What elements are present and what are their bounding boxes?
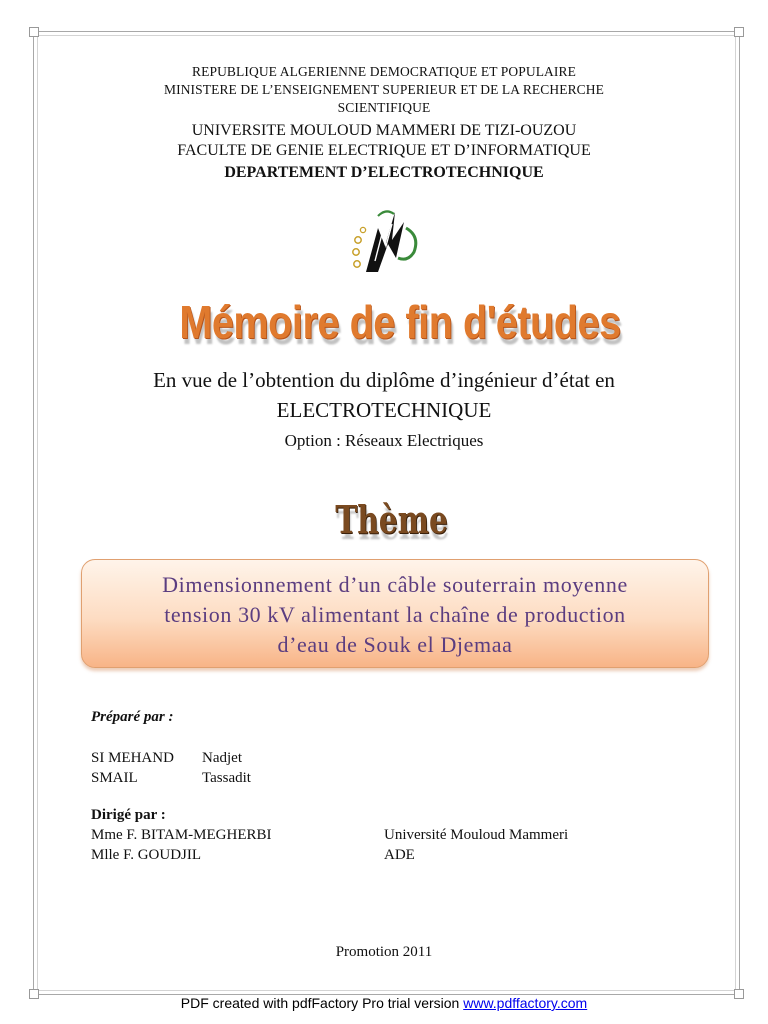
header-department: DEPARTEMENT D’ELECTROTECHNIQUE <box>224 164 544 181</box>
degree-field: ELECTROTECHNIQUE <box>276 398 492 422</box>
prepared-label: Préparé par : <box>91 709 174 725</box>
header-university: UNIVERSITE MOULOUD MAMMERI DE TIZI-OUZOU <box>191 122 577 139</box>
pdf-footer <box>0 995 768 1011</box>
border-corner <box>734 27 744 37</box>
purpose-line: En vue de l’obtention du diplôme d’ingénieur d’état en <box>153 368 615 392</box>
footer-text: PDF created with pdfFactory Pro trial version <box>180 995 460 1011</box>
theme-box <box>81 559 709 668</box>
university-logo-icon <box>348 206 424 276</box>
student-firstname: Tassadit <box>202 770 251 786</box>
document-title: Mémoire de fin d'études <box>179 296 621 348</box>
header-faculty: FACULTE DE GENIE ELECTRIQUE ET D’INFORMATIQUE <box>177 142 591 159</box>
footer-link[interactable]: www.pdffactory.com <box>463 995 588 1011</box>
theme-heading: Thème <box>335 497 448 542</box>
student-firstname: Nadjet <box>202 750 242 766</box>
theme-line: d’eau de Souk el Djemaa <box>277 632 513 657</box>
theme-line: Dimensionnement d’un câble souterrain moyenne <box>162 572 628 597</box>
directed-label: Dirigé par : <box>91 807 166 823</box>
student-name: SI MEHAND <box>91 750 174 766</box>
header-ministry: MINISTERE DE L’ENSEIGNEMENT SUPERIEUR ET DE LA RECHERCHE <box>164 82 604 97</box>
supervisor-name: Mme F. BITAM-MEGHERBI <box>91 827 272 843</box>
header-ministry-cont: SCIENTIFIQUE <box>337 100 431 115</box>
theme-line: tension 30 kV alimentant la chaîne de production <box>164 602 626 627</box>
theme-text <box>82 570 708 660</box>
border-corner <box>29 27 39 37</box>
promotion-year: Promotion 2011 <box>335 944 433 960</box>
degree-option: Option : Réseaux Electriques <box>284 431 484 450</box>
supervisor-name: Mlle F. GOUDJIL <box>91 847 202 863</box>
supervisor-affiliation: ADE <box>384 847 415 863</box>
header-republic: REPUBLIQUE ALGERIENNE DEMOCRATIQUE ET POPULAIRE <box>192 64 576 79</box>
supervisor-affiliation: Université Mouloud Mammeri <box>384 827 569 843</box>
student-name: SMAIL <box>91 770 138 786</box>
